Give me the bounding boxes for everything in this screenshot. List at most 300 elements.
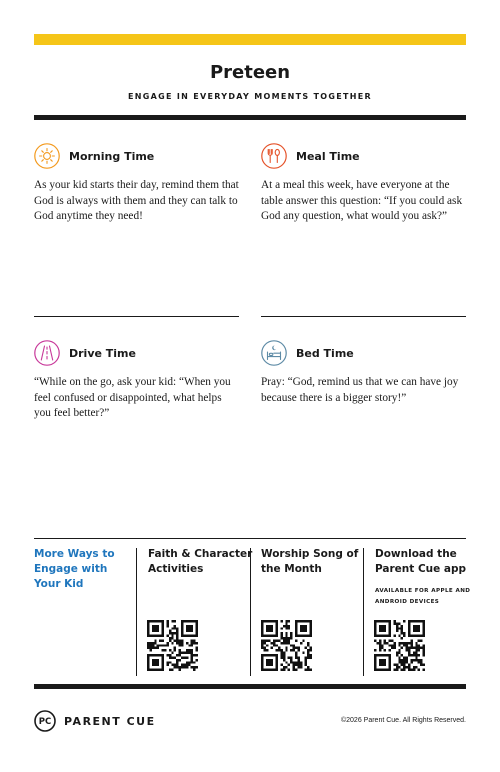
- qr-module: [415, 630, 417, 632]
- qr-module: [183, 652, 185, 654]
- qr-module: [280, 654, 282, 656]
- qr-module: [276, 659, 278, 661]
- qr-module: [406, 656, 408, 658]
- qr-module: [418, 669, 420, 671]
- qr-module: [389, 632, 391, 634]
- qr-module: [176, 627, 178, 629]
- qr-module: [381, 630, 383, 632]
- sun-icon: [34, 143, 60, 169]
- qr-module: [418, 661, 420, 663]
- qr-module: [408, 647, 410, 649]
- qr-module: [188, 664, 190, 666]
- qr-module: [302, 635, 304, 637]
- qr-module: [290, 656, 292, 658]
- qr-module: [166, 642, 168, 644]
- qr-module: [300, 661, 302, 663]
- qr-module: [266, 620, 268, 622]
- qr-module: [162, 661, 164, 663]
- qr-module: [186, 649, 188, 651]
- qr-module: [157, 644, 159, 646]
- qr-module: [396, 664, 398, 666]
- qr-module: [310, 635, 312, 637]
- qr-module: [276, 666, 278, 668]
- logo-mark-text: PC: [38, 717, 52, 728]
- qr-module: [152, 654, 154, 656]
- qr-module: [186, 652, 188, 654]
- qr-module: [261, 656, 263, 658]
- qr-module: [307, 642, 309, 644]
- qr-module: [290, 637, 292, 639]
- qr-module: [285, 649, 287, 651]
- qr-module: [268, 669, 270, 671]
- qr-module: [415, 627, 417, 629]
- qr-module: [147, 630, 149, 632]
- qr-module: [283, 669, 285, 671]
- qr-module: [271, 647, 273, 649]
- qr-module: [408, 666, 410, 668]
- qr-module: [268, 630, 270, 632]
- qr-module: [149, 644, 151, 646]
- qr-module: [420, 639, 422, 641]
- qr-module: [159, 620, 161, 622]
- qr-module: [408, 630, 410, 632]
- qr-module: [310, 622, 312, 624]
- qr-module: [280, 649, 282, 651]
- qr-module: [290, 632, 292, 634]
- section-title: Bed Time: [296, 346, 354, 360]
- qr-module: [154, 639, 156, 641]
- qr-module: [295, 647, 297, 649]
- qr-module: [266, 630, 268, 632]
- footer-divider: [34, 684, 466, 689]
- qr-module: [162, 656, 164, 658]
- qr-module: [401, 664, 403, 666]
- qr-module: [152, 661, 154, 663]
- qr-module: [288, 637, 290, 639]
- qr-module: [174, 656, 176, 658]
- qr-module: [174, 627, 176, 629]
- qr-module: [196, 625, 198, 627]
- qr-code-app-download[interactable]: [374, 620, 425, 671]
- qr-module: [191, 661, 193, 663]
- qr-module: [266, 654, 268, 656]
- qr-module: [266, 635, 268, 637]
- qr-module: [159, 644, 161, 646]
- section-drive-time: [34, 340, 239, 422]
- qr-module: [285, 642, 287, 644]
- qr-module: [188, 649, 190, 651]
- qr-module: [283, 642, 285, 644]
- qr-module: [288, 664, 290, 666]
- qr-module: [162, 625, 164, 627]
- qr-module: [374, 632, 376, 634]
- qr-module: [273, 644, 275, 646]
- qr-module: [154, 661, 156, 663]
- qr-module: [152, 659, 154, 661]
- qr-module: [293, 649, 295, 651]
- qr-module: [176, 635, 178, 637]
- qr-module: [374, 649, 376, 651]
- qr-module: [261, 625, 263, 627]
- qr-module: [379, 644, 381, 646]
- qr-module: [408, 652, 410, 654]
- qr-module: [283, 659, 285, 661]
- qr-module: [310, 647, 312, 649]
- qr-module: [276, 644, 278, 646]
- qr-module: [295, 630, 297, 632]
- qr-module: [263, 620, 265, 622]
- qr-module: [278, 647, 280, 649]
- qr-module: [386, 635, 388, 637]
- qr-module: [389, 627, 391, 629]
- resource-worship-song: [261, 547, 367, 577]
- qr-module: [276, 654, 278, 656]
- qr-module: [295, 669, 297, 671]
- qr-module: [283, 652, 285, 654]
- qr-module: [423, 625, 425, 627]
- qr-module: [152, 647, 154, 649]
- qr-module: [293, 661, 295, 663]
- qr-module: [191, 642, 193, 644]
- qr-module: [261, 635, 263, 637]
- resource-note: AVAILABLE FOR APPLE AND ANDROID DEVICES: [375, 588, 471, 605]
- qr-module: [290, 635, 292, 637]
- qr-module: [288, 639, 290, 641]
- qr-module: [157, 627, 159, 629]
- qr-module: [408, 632, 410, 634]
- qr-module: [171, 652, 173, 654]
- qr-module: [191, 639, 193, 641]
- qr-module: [179, 649, 181, 651]
- qr-code-faith-activities[interactable]: [147, 620, 198, 671]
- qr-module: [379, 639, 381, 641]
- qr-module: [169, 654, 171, 656]
- qr-module: [423, 622, 425, 624]
- qr-module: [191, 620, 193, 622]
- qr-module: [179, 666, 181, 668]
- qr-module: [276, 664, 278, 666]
- qr-module: [193, 639, 195, 641]
- qr-module: [398, 642, 400, 644]
- qr-module: [147, 635, 149, 637]
- qr-module: [379, 654, 381, 656]
- qr-module: [305, 661, 307, 663]
- qr-module: [149, 649, 151, 651]
- qr-module: [285, 620, 287, 622]
- qr-module: [276, 627, 278, 629]
- qr-module: [186, 664, 188, 666]
- qr-module: [263, 649, 265, 651]
- qr-module: [305, 620, 307, 622]
- qr-module: [188, 620, 190, 622]
- qr-module: [191, 635, 193, 637]
- qr-module: [276, 620, 278, 622]
- qr-module: [305, 635, 307, 637]
- qr-module: [288, 625, 290, 627]
- qr-module: [403, 644, 405, 646]
- qr-module: [396, 625, 398, 627]
- qr-module: [149, 654, 151, 656]
- qr-module: [171, 627, 173, 629]
- parent-cue-logo: [34, 710, 156, 732]
- qr-module: [154, 669, 156, 671]
- qr-module: [401, 625, 403, 627]
- qr-module: [149, 642, 151, 644]
- qr-module: [273, 620, 275, 622]
- qr-module: [162, 664, 164, 666]
- qr-module: [297, 661, 299, 663]
- qr-module: [293, 644, 295, 646]
- qr-module: [193, 654, 195, 656]
- qr-module: [398, 659, 400, 661]
- qr-module: [307, 649, 309, 651]
- qr-module: [415, 656, 417, 658]
- qr-module: [381, 627, 383, 629]
- qr-module: [381, 647, 383, 649]
- qr-code-worship-song[interactable]: [261, 620, 312, 671]
- qr-module: [293, 669, 295, 671]
- qr-module: [403, 656, 405, 658]
- qr-module: [193, 661, 195, 663]
- qr-module: [154, 642, 156, 644]
- qr-module: [268, 659, 270, 661]
- qr-module: [297, 649, 299, 651]
- qr-module: [379, 625, 381, 627]
- qr-module: [293, 664, 295, 666]
- qr-module: [174, 639, 176, 641]
- qr-module: [196, 654, 198, 656]
- resource-title: Download the Parent Cue app: [375, 548, 467, 575]
- qr-module: [271, 642, 273, 644]
- qr-module: [183, 656, 185, 658]
- qr-module: [191, 649, 193, 651]
- qr-module: [271, 627, 273, 629]
- qr-module: [423, 632, 425, 634]
- qr-module: [384, 635, 386, 637]
- qr-module: [381, 661, 383, 663]
- qr-module: [266, 661, 268, 663]
- qr-module: [423, 635, 425, 637]
- qr-module: [261, 622, 263, 624]
- qr-module: [169, 649, 171, 651]
- qr-module: [263, 642, 265, 644]
- qr-module: [280, 656, 282, 658]
- qr-module: [410, 654, 412, 656]
- qr-module: [174, 647, 176, 649]
- qr-module: [152, 642, 154, 644]
- qr-module: [410, 635, 412, 637]
- qr-module: [379, 630, 381, 632]
- qr-module: [147, 659, 149, 661]
- qr-module: [181, 625, 183, 627]
- qr-module: [188, 652, 190, 654]
- qr-module: [413, 659, 415, 661]
- qr-module: [162, 654, 164, 656]
- qr-module: [171, 620, 173, 622]
- qr-module: [268, 627, 270, 629]
- qr-module: [413, 647, 415, 649]
- qr-module: [381, 620, 383, 622]
- qr-module: [285, 635, 287, 637]
- qr-module: [147, 625, 149, 627]
- qr-module: [410, 661, 412, 663]
- qr-module: [271, 630, 273, 632]
- qr-module: [261, 664, 263, 666]
- qr-module: [171, 642, 173, 644]
- qr-module: [261, 661, 263, 663]
- qr-module: [196, 622, 198, 624]
- qr-module: [413, 630, 415, 632]
- qr-module: [181, 664, 183, 666]
- qr-module: [273, 654, 275, 656]
- qr-module: [389, 654, 391, 656]
- qr-module: [401, 654, 403, 656]
- qr-module: [166, 654, 168, 656]
- qr-module: [384, 627, 386, 629]
- qr-module: [169, 632, 171, 634]
- qr-module: [147, 666, 149, 668]
- qr-module: [374, 630, 376, 632]
- qr-module: [186, 642, 188, 644]
- qr-module: [186, 620, 188, 622]
- qr-module: [389, 639, 391, 641]
- qr-module: [186, 656, 188, 658]
- qr-module: [391, 639, 393, 641]
- qr-module: [276, 656, 278, 658]
- column-divider: [136, 548, 137, 676]
- road-icon: [34, 340, 60, 366]
- qr-module: [191, 666, 193, 668]
- qr-module: [389, 659, 391, 661]
- qr-module: [276, 649, 278, 651]
- qr-module: [305, 656, 307, 658]
- qr-module: [418, 644, 420, 646]
- qr-module: [406, 666, 408, 668]
- qr-module: [413, 666, 415, 668]
- qr-module: [154, 647, 156, 649]
- qr-module: [379, 659, 381, 661]
- qr-module: [300, 620, 302, 622]
- qr-module: [384, 639, 386, 641]
- copyright-notice: ©2026 Parent Cue. All Rights Reserved.: [340, 717, 466, 724]
- qr-module: [310, 656, 312, 658]
- qr-module: [181, 656, 183, 658]
- qr-module: [166, 625, 168, 627]
- qr-module: [149, 647, 151, 649]
- qr-module: [300, 635, 302, 637]
- qr-module: [413, 635, 415, 637]
- qr-module: [413, 620, 415, 622]
- qr-module: [154, 664, 156, 666]
- qr-module: [164, 644, 166, 646]
- header-divider: [34, 115, 466, 120]
- qr-module: [181, 644, 183, 646]
- section-morning-time: [34, 143, 239, 225]
- qr-module: [408, 654, 410, 656]
- qr-module: [147, 661, 149, 663]
- qr-module: [162, 649, 164, 651]
- section-meal-time: [261, 143, 466, 225]
- page-subtitle: ENGAGE IN EVERYDAY MOMENTS TOGETHER: [128, 92, 372, 101]
- qr-module: [423, 620, 425, 622]
- qr-module: [403, 664, 405, 666]
- bed-moon-icon: [261, 340, 287, 366]
- qr-module: [386, 642, 388, 644]
- qr-module: [196, 642, 198, 644]
- qr-module: [271, 625, 273, 627]
- qr-module: [415, 654, 417, 656]
- qr-module: [415, 644, 417, 646]
- qr-module: [162, 630, 164, 632]
- qr-module: [310, 625, 312, 627]
- qr-module: [310, 620, 312, 622]
- qr-module: [403, 669, 405, 671]
- qr-module: [305, 664, 307, 666]
- qr-module: [280, 620, 282, 622]
- qr-module: [276, 639, 278, 641]
- qr-module: [384, 659, 386, 661]
- qr-module: [413, 669, 415, 671]
- qr-module: [162, 644, 164, 646]
- qr-module: [186, 666, 188, 668]
- qr-module: [386, 620, 388, 622]
- qr-module: [408, 642, 410, 644]
- qr-module: [305, 625, 307, 627]
- qr-module: [374, 664, 376, 666]
- section-bed-time: [261, 340, 466, 406]
- qr-module: [283, 654, 285, 656]
- qr-module: [389, 666, 391, 668]
- qr-module: [261, 630, 263, 632]
- qr-module: [159, 635, 161, 637]
- page-title: Preteen: [209, 62, 291, 83]
- qr-module: [147, 622, 149, 624]
- qr-module: [152, 644, 154, 646]
- qr-module: [389, 644, 391, 646]
- qr-module: [297, 656, 299, 658]
- qr-module: [191, 625, 193, 627]
- qr-module: [179, 652, 181, 654]
- qr-module: [381, 664, 383, 666]
- qr-module: [420, 647, 422, 649]
- qr-module: [415, 666, 417, 668]
- qr-module: [302, 620, 304, 622]
- top-accent-bar: [34, 34, 466, 45]
- qr-module: [191, 654, 193, 656]
- qr-module: [174, 632, 176, 634]
- qr-module: [374, 659, 376, 661]
- qr-module: [266, 659, 268, 661]
- resource-title: Faith & Character Activities: [148, 548, 253, 575]
- qr-module: [169, 630, 171, 632]
- qr-module: [283, 666, 285, 668]
- qr-module: [293, 647, 295, 649]
- qr-module: [159, 669, 161, 671]
- qr-module: [276, 630, 278, 632]
- qr-module: [307, 656, 309, 658]
- qr-module: [408, 625, 410, 627]
- qr-module: [271, 664, 273, 666]
- qr-module: [396, 654, 398, 656]
- qr-module: [273, 635, 275, 637]
- qr-module: [285, 625, 287, 627]
- qr-module: [174, 620, 176, 622]
- section-body: As your kid starts their day, remind them that God is always with them and they can talk to God anytime they need!: [34, 179, 239, 222]
- qr-module: [147, 664, 149, 666]
- qr-module: [302, 639, 304, 641]
- qr-module: [171, 656, 173, 658]
- qr-module: [276, 661, 278, 663]
